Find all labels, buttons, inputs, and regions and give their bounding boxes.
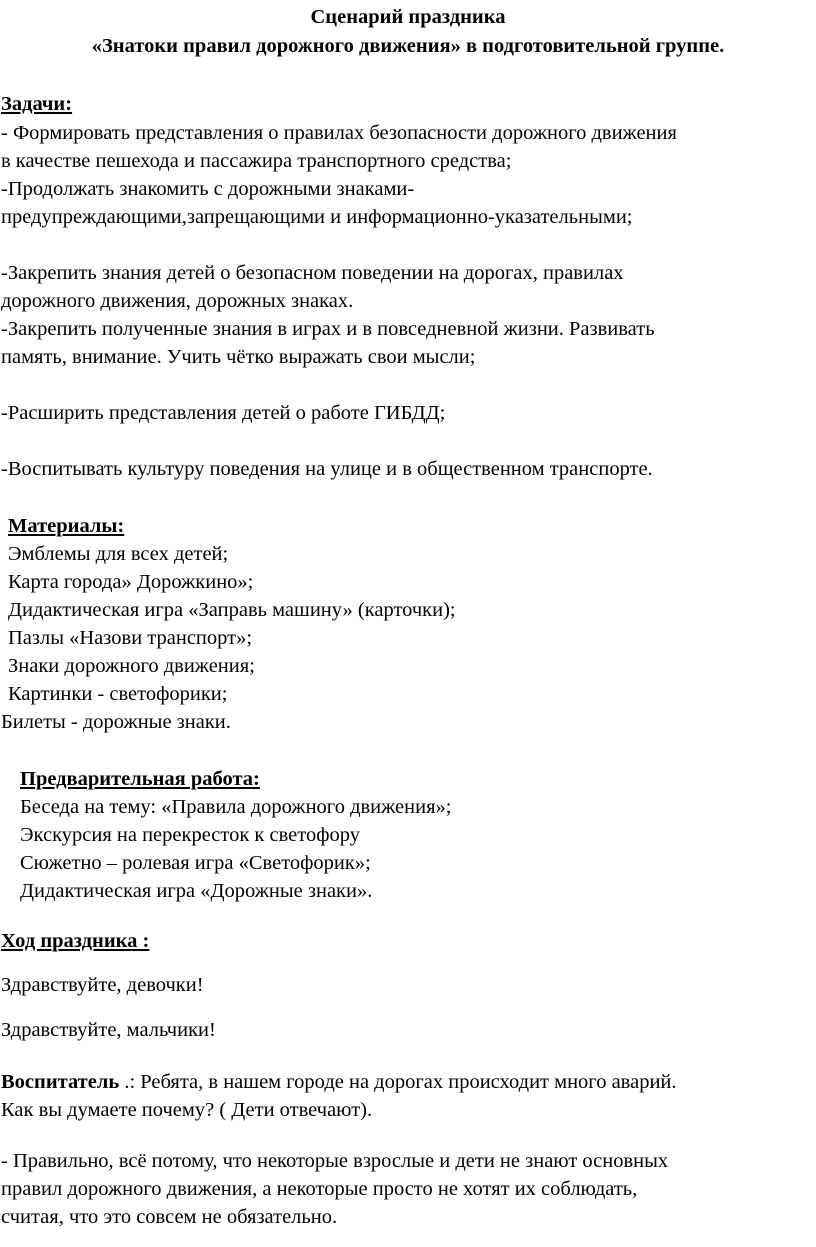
task-line: -Продолжать знакомить с дорожными знаками- bbox=[1, 178, 415, 200]
doc-title: Сценарий праздника bbox=[310, 6, 506, 28]
prelim-heading: Предварительная работа: bbox=[20, 768, 260, 790]
speech-text: .: Ребята, в нашем городе на дорогах происходит много аварий. bbox=[119, 1071, 677, 1093]
task-line: -Закрепить полученные знания в играх и в повседневной жизни. Развивать bbox=[1, 318, 655, 340]
materials-item: Пазлы «Назови транспорт»; bbox=[8, 627, 253, 649]
materials-item: Билеты - дорожные знаки. bbox=[1, 711, 231, 733]
prelim-item: Экскурсия на перекресток к светофору bbox=[20, 824, 360, 846]
prelim-item: Дидактическая игра «Дорожные знаки». bbox=[20, 880, 373, 902]
task-line: дорожного движения, дорожных знаках. bbox=[1, 290, 354, 312]
task-line: -Расширить представления детей о работе ГИБДД; bbox=[1, 402, 446, 424]
materials-item: Знаки дорожного движения; bbox=[8, 655, 255, 677]
speech-line: считая, что это совсем не обязательно. bbox=[1, 1206, 338, 1228]
materials-item: Дидактическая игра «Заправь машину» (карточки); bbox=[8, 599, 456, 621]
greeting-girls: Здравствуйте, девочки! bbox=[1, 974, 204, 996]
prelim-item: Беседа на тему: «Правила дорожного движения»; bbox=[20, 796, 452, 818]
speech-line: Как вы думаете почему? ( Дети отвечают). bbox=[1, 1099, 373, 1121]
greeting-boys: Здравствуйте, мальчики! bbox=[1, 1019, 216, 1041]
materials-item: Картинки - светофорики; bbox=[8, 683, 228, 705]
speech-line: правил дорожного движения, а некоторые просто не хотят их соблюдать, bbox=[1, 1178, 638, 1200]
materials-item: Карта города» Дорожкино»; bbox=[8, 571, 254, 593]
doc-subtitle: «Знатоки правил дорожного движения» в подготовительной группе. bbox=[91, 35, 725, 57]
task-line: -Закрепить знания детей о безопасном поведении на дорогах, правилах bbox=[1, 262, 624, 284]
task-line: - Формировать представления о правилах безопасности дорожного движения bbox=[1, 122, 677, 144]
materials-heading: Материалы: bbox=[8, 515, 125, 537]
tasks-heading: Задачи: bbox=[1, 93, 73, 115]
task-line: в качестве пешехода и пассажира транспортного средства; bbox=[1, 150, 512, 172]
speech-line: - Правильно, всё потому, что некоторые взрослые и дети не знают основных bbox=[1, 1150, 669, 1172]
speech-line bbox=[1, 1068, 677, 1097]
task-line: предупреждающими,запрещающими и информационно-указательными; bbox=[1, 206, 633, 228]
course-heading: Ход праздника : bbox=[1, 930, 150, 952]
prelim-item: Сюжетно – ролевая игра «Светофорик»; bbox=[20, 852, 371, 874]
task-line: память, внимание. Учить чётко выражать свои мысли; bbox=[1, 346, 476, 368]
materials-item: Эмблемы для всех детей; bbox=[8, 543, 229, 565]
task-line: -Воспитывать культуру поведения на улице и в общественном транспорте. bbox=[1, 458, 653, 480]
speaker-label: Воспитатель bbox=[1, 1071, 120, 1093]
